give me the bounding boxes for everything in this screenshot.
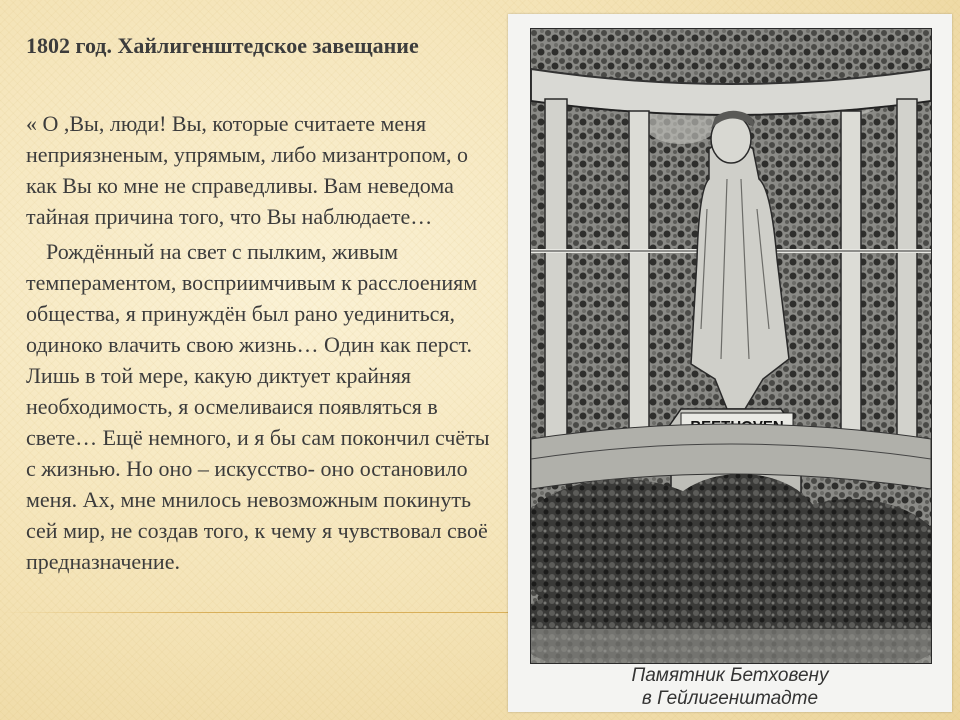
caption-line-1: Памятник Бетховену [631,665,829,686]
letter-text [26,108,502,577]
photo-caption [530,664,930,710]
photo-card [508,14,952,712]
letter-paragraph-2: Рождённый на свет с пылким, живым темпераментом, восприимчивым к расслоениям общества, я принуждён был рано уединиться, одиноко влачить свою жизнь… Один как перст. Лишь в той мере, какую диктует крайняя необходимость, я осмеливаися появляться в свете… Ещё немного, и я бы сам покончил счёты с жизнью. Но оно – искусство- оно остановило меня. Ах, мне мнилось невозможным покинуть сей мир, не создав того, к чему я чувствовал своё предназначение. [26,239,490,574]
beethoven-monument-photo [530,28,932,664]
letter-paragraph-1: « О ,Вы, люди! Вы, которые считаете меня неприязненым, упрямым, либо мизантропом, о как Вы ко мне не справедливы. Вам неведома тайная причина того, что Вы наблюдаете… [26,111,468,229]
slide-heading: 1802 год. Хайлигенштедское завещание [26,33,419,58]
caption-line-2: в Гейлигенштадте [641,688,819,709]
gold-divider-line [0,612,520,613]
monument-illustration [531,29,931,663]
